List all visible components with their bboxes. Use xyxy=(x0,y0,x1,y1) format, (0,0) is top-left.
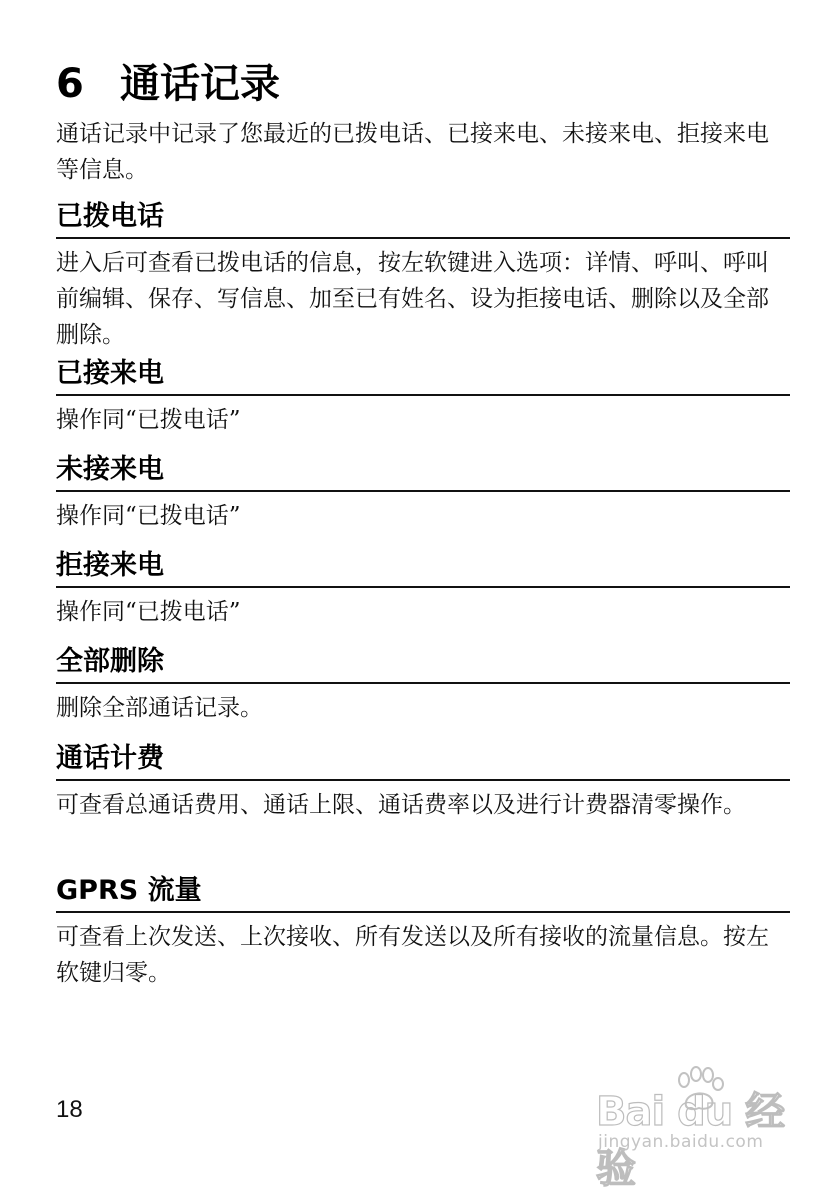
section-heading: 拒接来电 xyxy=(56,547,790,588)
section-heading: 通话计费 xyxy=(56,740,790,781)
section-received-calls xyxy=(56,355,790,438)
section-body: 操作同“已拨电话” xyxy=(56,599,241,625)
section-body: 可查看上次发送、上次接收、所有发送以及所有接收的流量信息。按左软键归零。 xyxy=(56,924,769,986)
section-missed-calls xyxy=(56,451,790,534)
chapter-intro: 通话记录中记录了您最近的已拨电话、已接来电、未接来电、拒接来电等信息。 xyxy=(56,121,769,183)
section-heading: GPRS 流量 xyxy=(56,872,790,913)
section-body: 可查看总通话费用、通话上限、通话费率以及进行计费器清零操作。 xyxy=(56,792,746,818)
section-delete-all xyxy=(56,643,790,726)
section-heading: 已拨电话 xyxy=(56,198,790,239)
chapter-title: 通话记录 xyxy=(120,61,280,107)
chapter-heading xyxy=(56,58,280,110)
section-gprs-traffic xyxy=(56,872,790,991)
watermark-url: jingyan.baidu.com xyxy=(598,1132,764,1152)
section-heading: 全部删除 xyxy=(56,643,790,684)
section-heading: 未接来电 xyxy=(56,451,790,492)
section-body: 进入后可查看已拨电话的信息，按左软键进入选项：详情、呼叫、呼叫前编辑、保存、写信息、加至已有姓名、设为拒接电话、删除以及全部删除。 xyxy=(56,250,769,348)
chapter-number: 6 xyxy=(56,61,84,107)
section-body: 操作同“已拨电话” xyxy=(56,407,241,433)
section-call-charges xyxy=(56,740,790,823)
section-rejected-calls xyxy=(56,547,790,630)
section-body: 删除全部通话记录。 xyxy=(56,695,263,721)
page-number: 18 xyxy=(56,1096,83,1123)
section-dialed-calls xyxy=(56,198,790,353)
section-heading: 已接来电 xyxy=(56,355,790,396)
watermark-brand: Bai du 经验 xyxy=(596,1089,785,1192)
section-body: 操作同“已拨电话” xyxy=(56,503,241,529)
baidu-jingyan-watermark xyxy=(596,1066,796,1192)
